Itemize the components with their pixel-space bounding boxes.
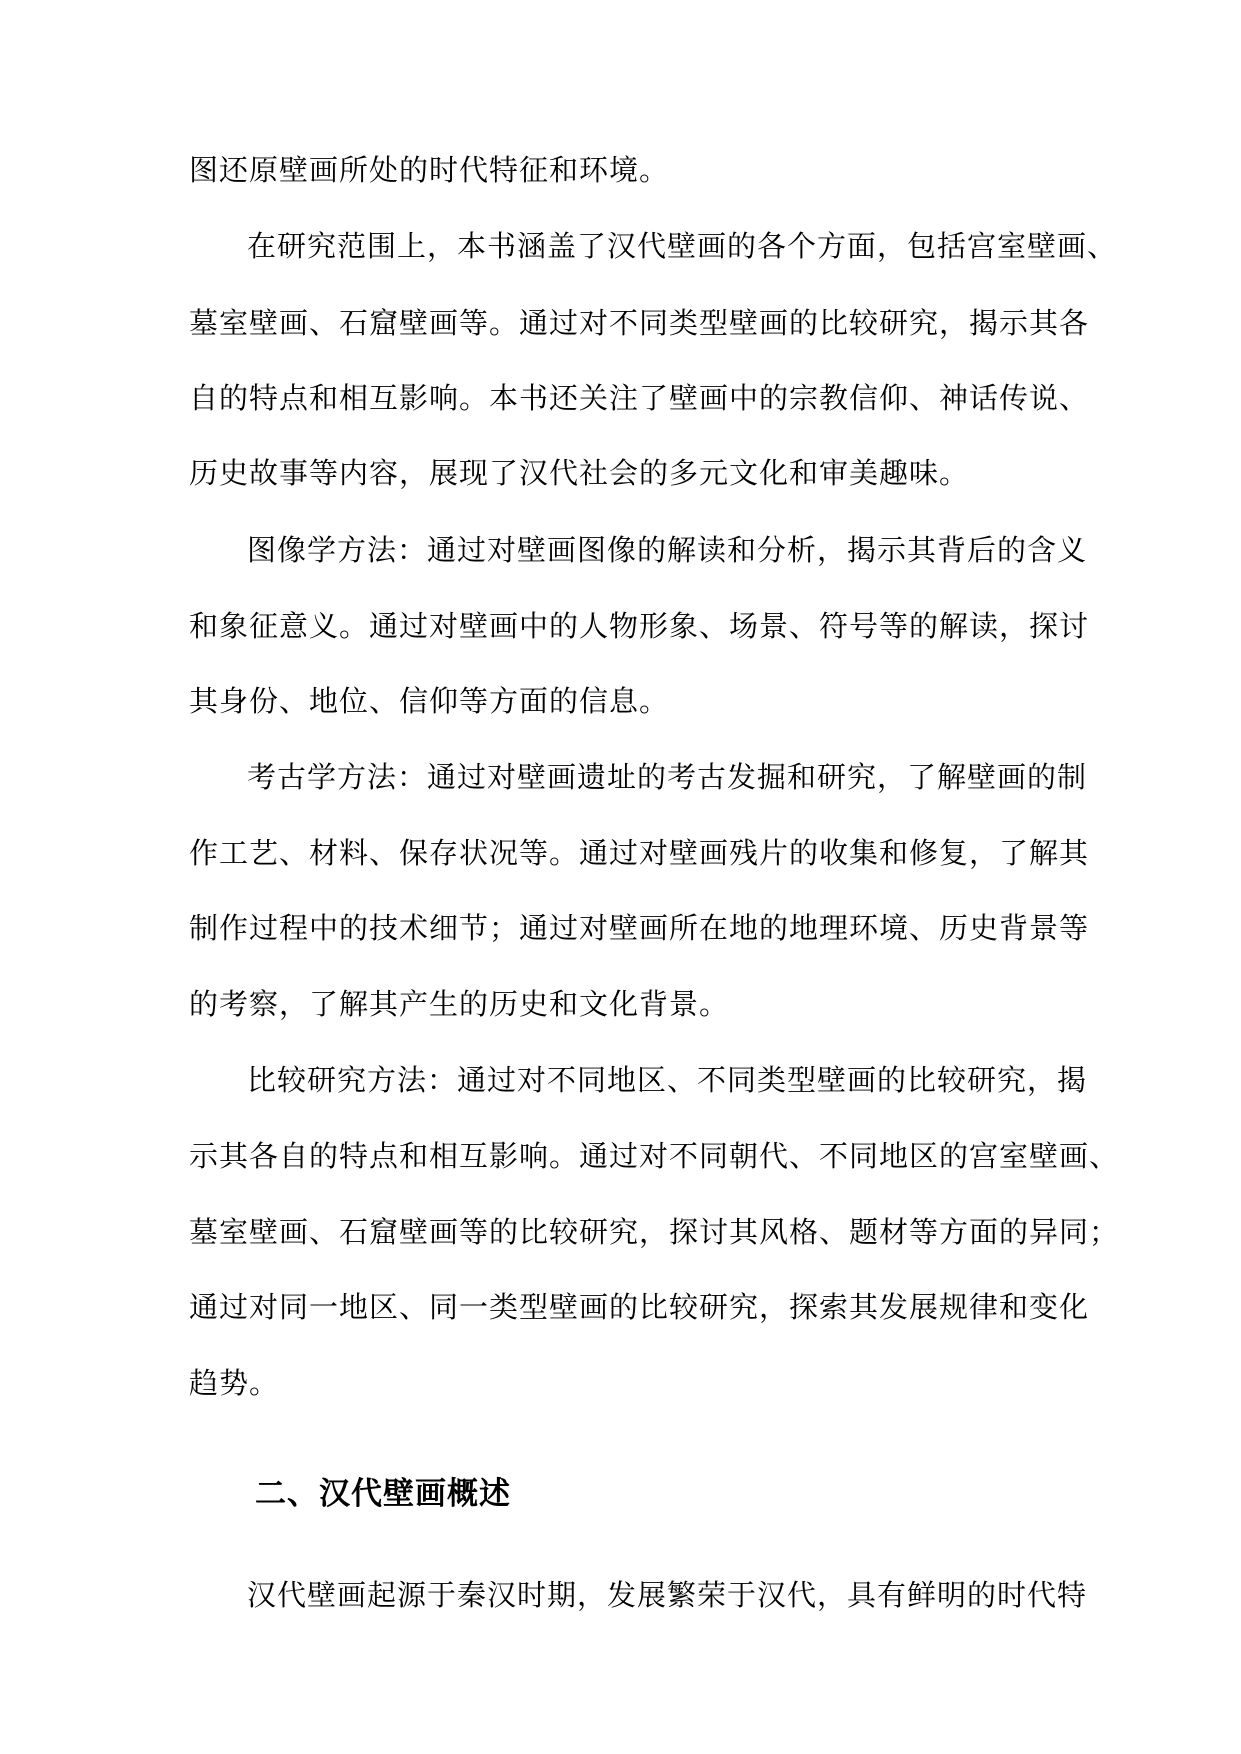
text-line: 的考察，了解其产生的历史和文化背景。: [189, 987, 730, 1021]
text-line: 通过对同一地区、同一类型壁画的比较研究，探索其发展规律和变化: [189, 1290, 1090, 1324]
section-heading: 二、汉代壁画概述: [255, 1476, 511, 1512]
text-line: 比较研究方法：通过对不同地区、不同类型壁画的比较研究，揭: [247, 1063, 1088, 1097]
text-line: 示其各自的特点和相互影响。通过对不同朝代、不同地区的宫室壁画、: [189, 1139, 1120, 1173]
text-line: 考古学方法：通过对壁画遗址的考古发掘和研究，了解壁画的制: [247, 760, 1088, 794]
text-line: 图还原壁画所处的时代特征和环境。: [189, 153, 670, 187]
text-line: 墓室壁画、石窟壁画等。通过对不同类型壁画的比较研究，揭示其各: [189, 306, 1090, 340]
text-line: 图像学方法：通过对壁画图像的解读和分析，揭示其背后的含义: [247, 533, 1088, 567]
text-line: 和象征意义。通过对壁画中的人物形象、场景、符号等的解读，探讨: [189, 609, 1090, 643]
text-line: 作工艺、材料、保存状况等。通过对壁画残片的收集和修复，了解其: [189, 836, 1090, 870]
text-line: 历史故事等内容，展现了汉代社会的多元文化和审美趣味。: [189, 456, 970, 490]
text-line: 汉代壁画起源于秦汉时期，发展繁荣于汉代，具有鲜明的时代特: [247, 1578, 1088, 1612]
text-line: 自的特点和相互影响。本书还关注了壁画中的宗教信仰、神话传说、: [189, 381, 1090, 415]
text-line: 制作过程中的技术细节；通过对壁画所在地的地理环境、历史背景等: [189, 911, 1090, 945]
text-line: 趋势。: [189, 1366, 280, 1400]
text-line: 墓室壁画、石窟壁画等的比较研究，探讨其风格、题材等方面的异同；: [189, 1215, 1120, 1249]
text-line: 其身份、地位、信仰等方面的信息。: [189, 684, 670, 718]
text-line: 在研究范围上，本书涵盖了汉代壁画的各个方面，包括宫室壁画、: [247, 229, 1118, 263]
